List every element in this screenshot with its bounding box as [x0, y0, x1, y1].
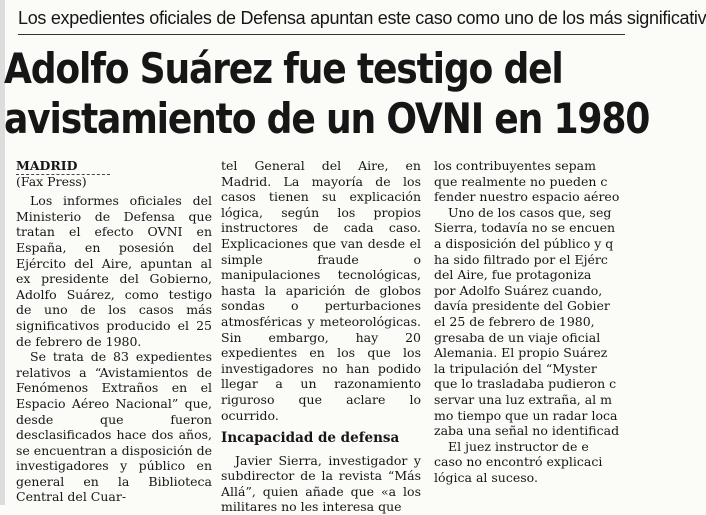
column-3-line: la tripulación del “Myster [434, 360, 597, 376]
subheading: Incapacidad de defensa [221, 430, 400, 447]
column-3-line: que realmente no pueden c [434, 173, 608, 189]
column-3-line: lógica al suceso. [434, 469, 538, 485]
paragraph: Los informes oficiales del Ministerio de Defensa que tratan el efecto OVNI en España, en posesión del Ejército del Aire, apuntan al ex presidente del Gobierno, Adolfo Suárez, como testigo de uno de los casos más significativos producido el 25 de febrero de 1980. [16, 193, 212, 349]
column-3-line: ha sido filtrado por el Ejérc [434, 251, 608, 267]
column-3-line: davía presidente del Gobier [434, 298, 610, 314]
paragraph: Javier Sierra, investigador y subdirector de la revista “Más Allá”, quien añade que «a los militares no les interesa que [221, 452, 421, 515]
column-3-line: Alemania. El propio Suárez [434, 345, 608, 361]
column-3-line: zaba una señal no identificad [434, 423, 620, 439]
column-3-line: caso no encontró explicaci [434, 454, 603, 470]
column-3-line: los contribuyentes sepam [434, 158, 596, 173]
paragraph: Se trata de 83 expedientes relativos a “Avistamientos de Fenómenos Extraños en el Espacio Aéreo Nacional” que, desde que fueron desclasificados hace dos años, se encuentran a disposición de investigadores y público en general en la Biblioteca Central del Cuar- [16, 349, 212, 505]
column-3-line: que lo trasladaba pudieron c [434, 376, 617, 392]
headline-line-1: Adolfo Suárez fue testigo del [4, 44, 563, 93]
paragraph: tel General del Aire, en Madrid. La mayoría de los casos tienen su explicación lógica, según los propios instructores de cada caso. Explicaciones que van desde el simple fraude o manipulaciones tecnológicas, hasta la aparición de globos sondas o perturbaciones atmosféricas y meteorológicas. Sin embargo, hay 20 expedientes en los que los investigadores no han podido llegar a un razonamiento riguroso que aclare lo ocurrido. [221, 158, 421, 423]
column-3-line: fender nuestro espacio aéreo [434, 189, 620, 205]
dateline: MADRID [16, 158, 78, 173]
column-3-line: Uno de los casos que, seg [448, 204, 612, 220]
column-3-line: servar una luz extraña, al m [434, 391, 613, 407]
column-3-line: a disposición del público y q [434, 235, 614, 251]
news-agency: (Fax Press) [16, 173, 87, 189]
article-column-2 [221, 158, 421, 515]
article-column-3 [434, 158, 625, 497]
column-3-line: mo tiempo que un radar loca [434, 407, 618, 423]
column-3-line: por Adolfo Suárez cuando, [434, 282, 603, 298]
dateline-rule [16, 174, 110, 175]
column-3-line: el 25 de febrero de 1980, [434, 313, 595, 329]
kicker: Los expedientes oficiales de Defensa apuntan este caso como uno de los más significativ [18, 2, 625, 35]
column-3-line: del Aire, fue protagoniza [434, 267, 592, 283]
article-column-1 [16, 158, 212, 505]
headline-line-2: avistamiento de un OVNI en 1980 [4, 94, 650, 143]
column-3-line: El juez instructor de e [448, 438, 589, 454]
column-3-line: gresaba de un viaje oficial [434, 329, 601, 345]
column-3-line: Sierra, todavía no se encuen [434, 220, 616, 236]
